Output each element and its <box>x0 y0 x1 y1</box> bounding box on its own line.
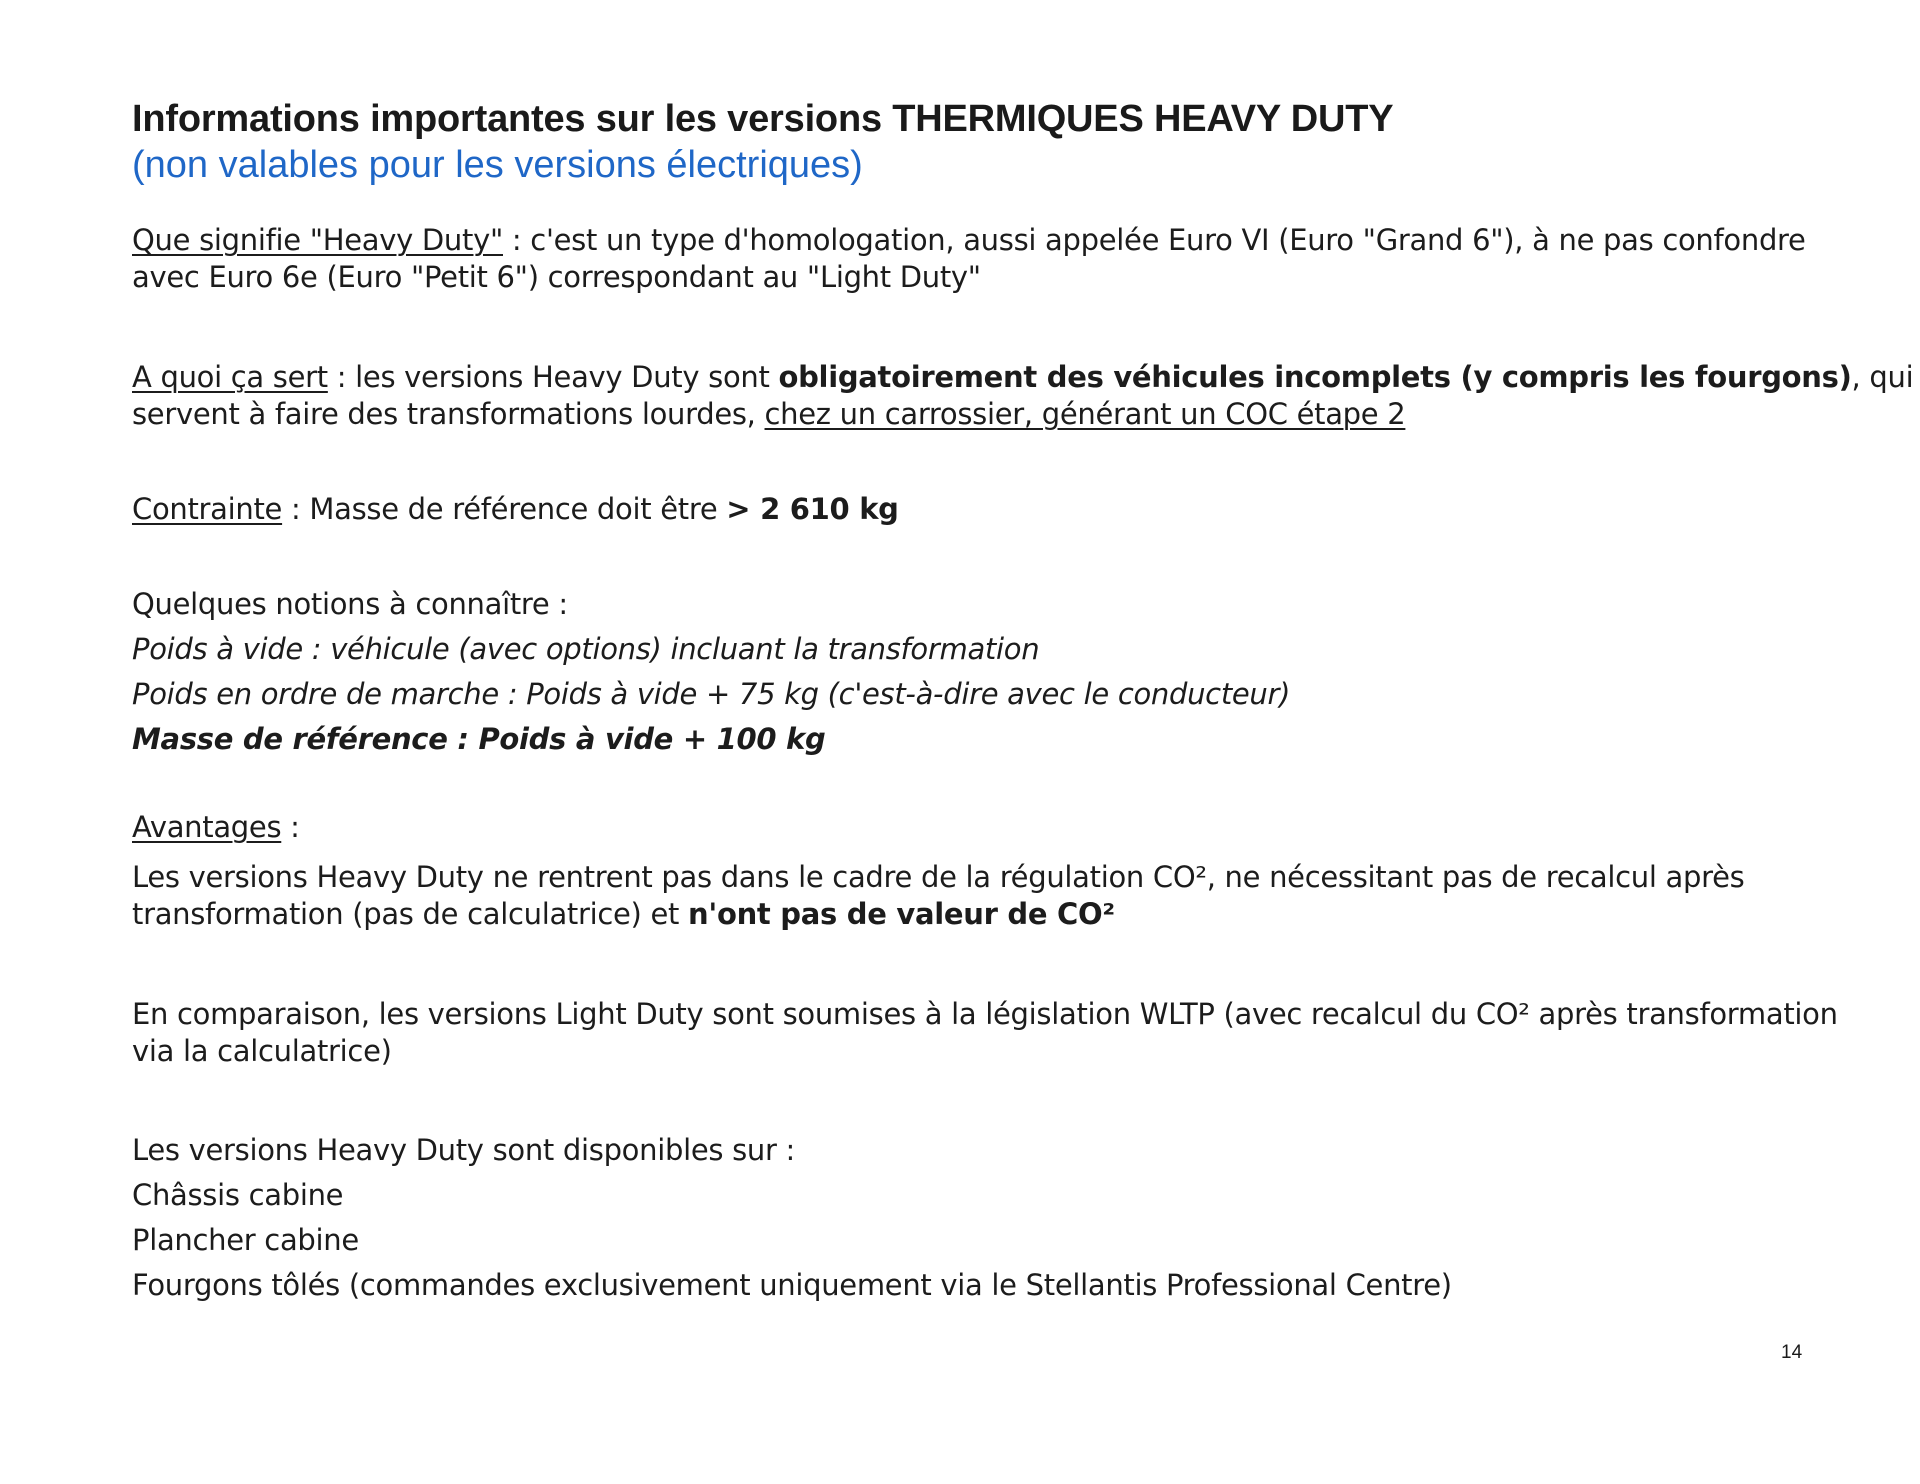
section-notions <box>132 582 1812 762</box>
avantages-line-2-text: transformation (pas de calculatrice) et <box>132 897 689 931</box>
contrainte-value: > 2 610 kg <box>726 492 899 526</box>
notion-masse-reference: Masse de référence : Poids à vide + 100 kg <box>132 722 826 756</box>
usage-line-2 <box>132 396 1812 433</box>
page-subtitle: (non valables pour les versions électriques) <box>132 144 863 186</box>
avantages-line-2 <box>132 896 1812 933</box>
usage-label: A quoi ça sert <box>132 360 328 394</box>
contrainte-line <box>132 491 1812 528</box>
section-disponibilite <box>132 1128 1812 1308</box>
usage-text-2: , qui <box>1851 360 1914 394</box>
avantages-line-2-bold: n'ont pas de valeur de CO² <box>688 897 1115 931</box>
notion-poids-ordre-marche: Poids en ordre de marche : Poids à vide + 75 kg (c'est-à-dire avec le conducteur) <box>132 677 1291 711</box>
contrainte-text: : Masse de référence doit être <box>282 492 727 526</box>
usage-line-1 <box>132 359 1914 396</box>
avantages-label-suffix: : <box>281 810 300 844</box>
signification-line-2: avec Euro 6e (Euro "Petit 6") correspondant au "Light Duty" <box>132 260 981 294</box>
avantages-line-1: Les versions Heavy Duty ne rentrent pas dans le cadre de la régulation CO², ne nécessitant pas de recalcul après <box>132 860 1745 894</box>
usage-underlined-text: chez un carrossier, générant un COC étape 2 <box>764 397 1406 431</box>
notions-intro: Quelques notions à connaître : <box>132 587 568 621</box>
page-title: Informations importantes sur les versions THERMIQUES HEAVY DUTY <box>132 98 1394 140</box>
section-contrainte <box>132 491 1812 528</box>
disponibilite-intro: Les versions Heavy Duty sont disponibles sur : <box>132 1133 795 1167</box>
signification-label: Que signifie "Heavy Duty" <box>132 223 503 257</box>
section-avantages <box>132 809 1812 846</box>
signification-line-1 <box>132 222 1812 259</box>
section-comparaison <box>132 996 1838 1070</box>
comparaison-line-2: via la calculatrice) <box>132 1034 392 1068</box>
usage-bold: obligatoirement des véhicules incomplets (y compris les fourgons) <box>778 360 1852 394</box>
list-item: Fourgons tôlés (commandes exclusivement uniquement via le Stellantis Professional Centre) <box>132 1268 1452 1302</box>
list-item: Plancher cabine <box>132 1223 359 1257</box>
signification-text: : c'est un type d'homologation, aussi appelée Euro VI (Euro "Grand 6"), à ne pas confondre <box>503 223 1806 257</box>
contrainte-label: Contrainte <box>132 492 283 526</box>
notion-poids-a-vide: Poids à vide : véhicule (avec options) incluant la transformation <box>132 632 1040 666</box>
comparaison-line-1: En comparaison, les versions Light Duty sont soumises à la législation WLTP (avec recalcul du CO² après transformation <box>132 997 1838 1031</box>
section-signification <box>132 222 1812 296</box>
section-avantages-body <box>132 859 1812 933</box>
avantages-heading <box>132 809 1812 846</box>
usage-text-1: : les versions Heavy Duty sont <box>327 360 779 394</box>
list-item: Châssis cabine <box>132 1178 344 1212</box>
usage-line-2-text: servent à faire des transformations lourdes, <box>132 397 765 431</box>
avantages-label: Avantages <box>132 810 282 844</box>
section-usage <box>132 359 1914 433</box>
page-number: 14 <box>1781 1342 1803 1363</box>
